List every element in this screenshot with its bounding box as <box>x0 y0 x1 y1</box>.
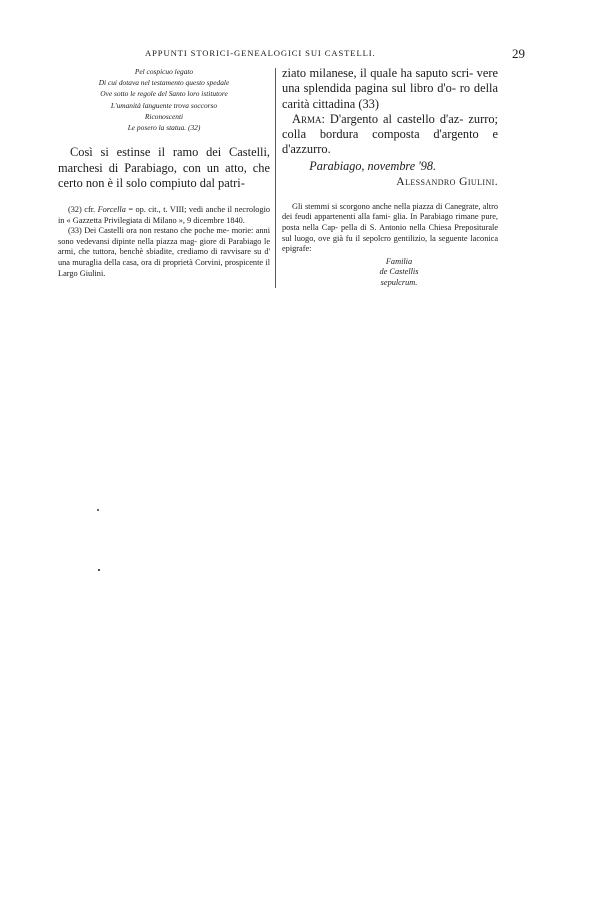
footnote-text: = op. cit., t. VIII; vedi anche <box>128 205 226 215</box>
right-body-paragraph <box>282 66 498 112</box>
footnote-continuation <box>282 202 498 255</box>
footnote-text: (33) Dei Castelli ora non restano che poche me- <box>68 226 230 236</box>
page-header <box>60 46 525 62</box>
footnote-text: laconica epigrafe: <box>282 233 499 254</box>
arma-text: zurro; colla bordura composta d'argento <box>282 111 498 142</box>
footnote-text: pella di S. Antonio nella Chiesa Prepositurale sul <box>282 222 499 243</box>
place-date: Parabiago, novembre '98. <box>309 158 436 173</box>
footnote-text: glia. In Parabiago rimane pure, posta nella Cap- <box>282 212 498 232</box>
epitaph-line: Pel cospicuo legato <box>134 67 194 76</box>
body-line: marchesi di Parabiago, con un atto, che <box>58 160 270 175</box>
running-head: APPUNTI STORICI-GENEALOGICI SUI CASTELLI. <box>145 48 376 58</box>
footnote-text: Gli stemmi si scorgono anche nella piazza di <box>292 201 443 211</box>
footnote-text: Canegrate, altro dei feudi appartenenti alla fami- <box>282 201 499 222</box>
epitaph-line: Ove sotto le regole del Santo loro istitutore <box>100 89 228 99</box>
arma-text: D'argento al castello d'az- <box>329 111 464 126</box>
footnote-text: il necrologio in « Gazzetta Privilegiata di Milano », <box>58 205 271 225</box>
page-number: 29 <box>512 46 525 61</box>
body-line: ro della carità cittadina (33) <box>282 81 498 111</box>
body-line: Così si estinse il ramo dei Castelli, <box>70 145 270 160</box>
inscription-line: Familia <box>385 256 413 266</box>
right-column <box>282 66 498 288</box>
left-body-paragraph <box>58 145 270 191</box>
body-line: ziato milanese, il quale ha saputo scri- <box>282 66 474 80</box>
epitaph-line: Le posero la statua. (32) <box>127 123 201 133</box>
body-line: certo non è il solo compiuto dal patri- <box>58 175 245 190</box>
footnote-text: luogo, ove già fu il sepolcro gentilizio, la seguente <box>294 233 468 243</box>
left-column <box>58 66 270 279</box>
column-divider <box>275 68 276 288</box>
footnotes-left <box>58 205 270 279</box>
arma-label: Arma: <box>292 111 325 126</box>
footnote-33 <box>58 226 270 279</box>
footnote-author: Forcella <box>97 205 126 215</box>
footnote-text: sbiadite, crediamo di ravvisare su d' una muraglia <box>58 247 271 268</box>
inscription-line: sepulcrum. <box>380 277 418 287</box>
footnote-text: della casa, ora di proprietà Corvini, prospicente <box>104 258 264 268</box>
epigraph-inscription <box>282 257 498 288</box>
inscription-line: de Castellis <box>379 267 419 277</box>
footnote-right <box>282 202 498 255</box>
footnote-cfr: cfr. <box>84 205 96 215</box>
author-name: Alessandro Giulini. <box>396 174 498 188</box>
arma-paragraph <box>282 112 498 158</box>
epitaph-line: Riconoscenti <box>144 111 184 121</box>
epitaph-line: L'umanità languente trova soccorso <box>110 100 218 110</box>
arma-text: e d'azzurro. <box>282 127 498 157</box>
scan-speck <box>97 509 99 511</box>
footnote-text: il Largo Giulini. <box>58 258 271 278</box>
scan-speck <box>98 569 100 571</box>
body-line: vere una splendida pagina sul libro d'o- <box>282 66 498 96</box>
footnote-text: 9 dicembre 1840. <box>187 215 245 225</box>
footnote-number: (32) <box>68 205 82 215</box>
footnote-32 <box>58 205 270 226</box>
epitaph-line: Di cui dotava nel testamento questo spedale <box>98 78 230 88</box>
footnote-text: morie: anni sono vedevansi dipinte nella piazza mag- <box>58 226 270 246</box>
epitaph-block <box>58 66 270 133</box>
footnote-text: giore di Parabiago le armi, che tuttora, benchè <box>58 236 271 257</box>
signoff <box>282 159 498 189</box>
